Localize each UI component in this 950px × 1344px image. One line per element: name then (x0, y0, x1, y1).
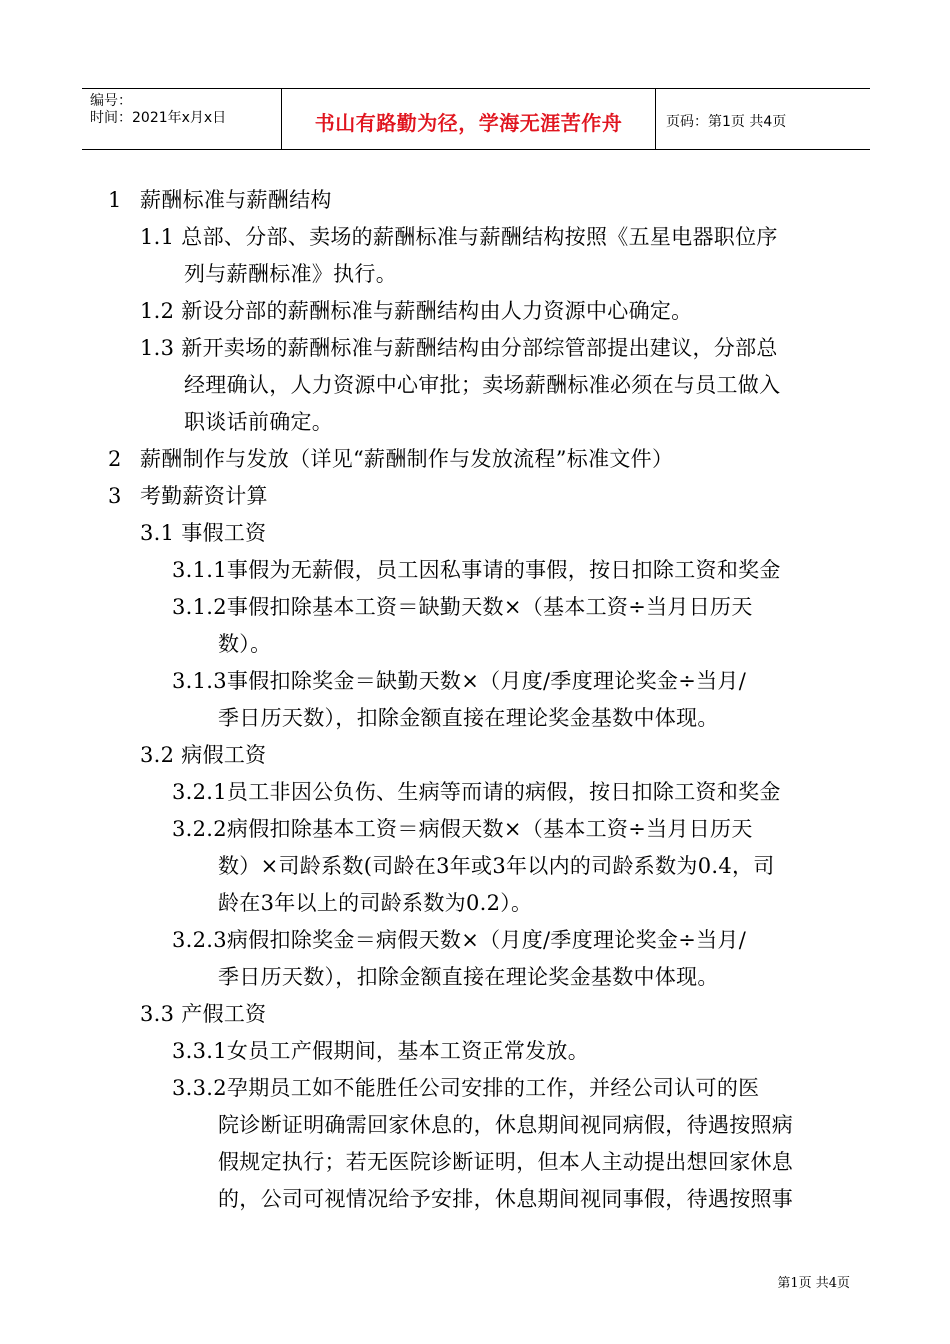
paragraph-line: 1.3 新开卖场的薪酬标准与薪酬结构由分部综管部提出建议，分部总 (140, 336, 778, 360)
subsection-title: 3.1 事假工资 (140, 521, 267, 545)
section-number: 2 (108, 447, 122, 471)
paragraph-line: 列与薪酬标准》执行。 (184, 262, 397, 286)
page-footer: 第1页 共4页 (777, 1276, 850, 1291)
document-header (82, 88, 870, 150)
paragraph-line: 3.1.2事假扣除基本工资＝缺勤天数×（基本工资÷当月日历天 (172, 595, 753, 619)
document-number-label: 编号： (90, 93, 132, 109)
paragraph-line: 经理确认，人力资源中心审批；卖场薪酬标准必须在与员工做入 (184, 373, 781, 397)
paragraph-line: 季日历天数），扣除金额直接在理论奖金基数中体现。 (218, 706, 719, 730)
paragraph-line: 3.3.1女员工产假期间，基本工资正常发放。 (172, 1039, 590, 1063)
subsection-title: 3.2 病假工资 (140, 743, 267, 767)
paragraph-line: 数）。 (218, 632, 272, 656)
paragraph-line: 1.2 新设分部的薪酬标准与薪酬结构由人力资源中心确定。 (140, 299, 693, 323)
header-page-info: 页码：第1页 共4页 (666, 114, 787, 130)
section-title: 薪酬标准与薪酬结构 (140, 188, 332, 212)
section-number: 1 (108, 188, 122, 212)
section-title: 薪酬制作与发放（详见“薪酬制作与发放流程”标准文件） (140, 447, 674, 471)
paragraph-line: 3.1.3事假扣除奖金＝缺勤天数×（月度/季度理论奖金÷当月/ (172, 669, 747, 693)
header-meta (90, 93, 226, 127)
paragraph-line: 假规定执行；若无医院诊断证明，但本人主动提出想回家休息 (218, 1150, 794, 1174)
subsection-title: 3.3 产假工资 (140, 1002, 267, 1026)
paragraph-line: 3.3.2孕期员工如不能胜任公司安排的工作，并经公司认可的医 (172, 1076, 760, 1100)
header-divider (655, 89, 656, 149)
paragraph-line: 院诊断证明确需回家休息的，休息期间视同病假，待遇按照病 (218, 1113, 794, 1137)
section-number: 3 (108, 484, 122, 508)
paragraph-line: 的，公司可视情况给予安排，休息期间视同事假，待遇按照事 (218, 1187, 794, 1211)
section-title: 考勤薪资计算 (140, 484, 268, 508)
paragraph-line: 3.2.3病假扣除奖金＝病假天数×（月度/季度理论奖金÷当月/ (172, 928, 747, 952)
paragraph-line: 龄在3年以上的司龄系数为0.2）。 (218, 891, 533, 915)
paragraph-line: 季日历天数），扣除金额直接在理论奖金基数中体现。 (218, 965, 719, 989)
paragraph-line: 1.1 总部、分部、卖场的薪酬标准与薪酬结构按照《五星电器职位序 (140, 225, 778, 249)
document-date-label: 时间：2021年x月x日 (90, 110, 227, 126)
paragraph-line: 3.1.1事假为无薪假，员工因私事请的事假，按日扣除工资和奖金 (172, 558, 781, 582)
paragraph-line: 职谈话前确定。 (184, 410, 334, 434)
paragraph-line: 3.2.2病假扣除基本工资＝病假天数×（基本工资÷当月日历天 (172, 817, 753, 841)
paragraph-line: 3.2.1员工非因公负伤、生病等而请的病假，按日扣除工资和奖金 (172, 780, 781, 804)
header-motto: 书山有路勤为径，学海无涯苦作舟 (314, 111, 623, 135)
paragraph-line: 数）×司龄系数(司龄在3年或3年以内的司龄系数为0.4，司 (218, 854, 775, 878)
